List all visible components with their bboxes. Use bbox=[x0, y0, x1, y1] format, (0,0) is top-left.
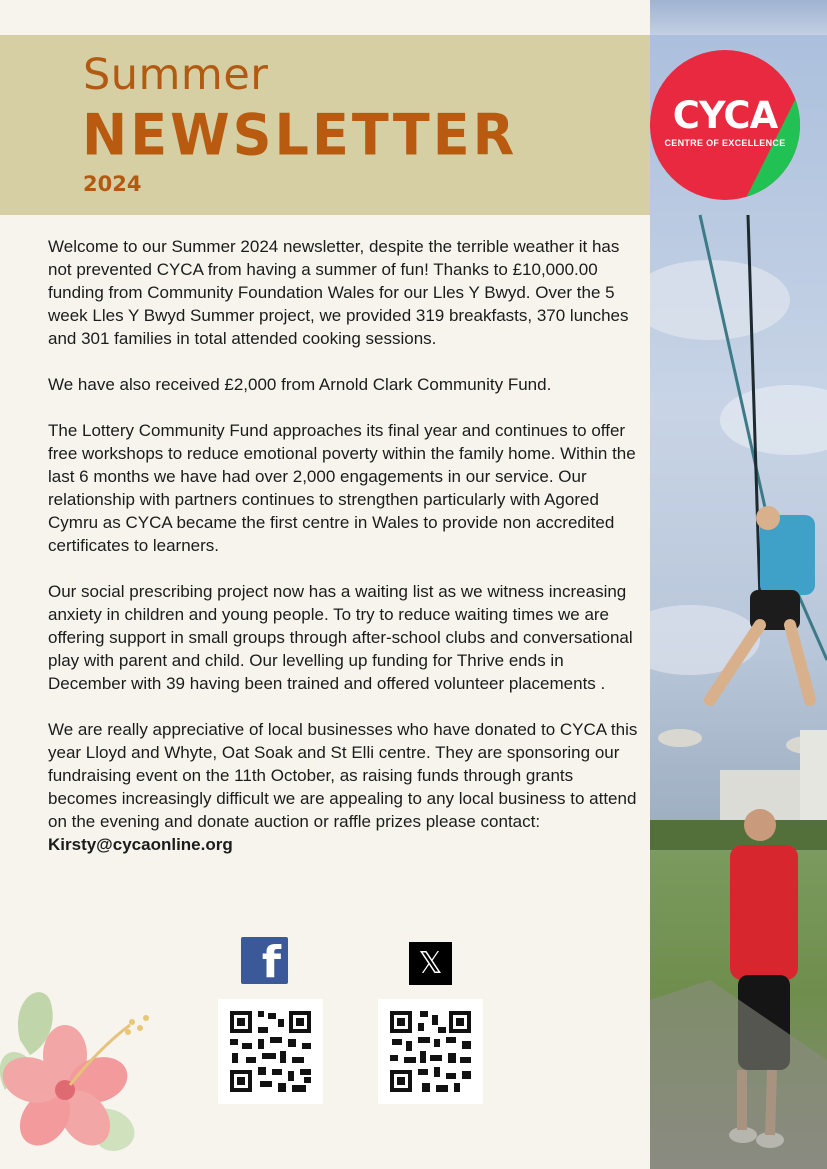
paragraph-arnold-clark: We have also received £2,000 from Arnold Clark Community Fund. bbox=[48, 375, 552, 394]
facebook-icon[interactable] bbox=[241, 937, 288, 988]
logo-subtitle: CENTRE OF EXCELLENCE bbox=[664, 138, 786, 148]
title-newsletter: NEWSLETTER bbox=[82, 101, 518, 169]
paragraph-businesses-text: We are really appreciative of local businesses who have donated to CYCA this year Lloyd and Whyte, Oat Soak and St Elli centre. They are sponsoring our fundraising event on the 11th October, as raising funds through grants becomes increasingly difficult we are appealing to any local business to attend on the evening and donate auction or raffle prizes please contact: bbox=[48, 720, 638, 831]
facebook-glyph: f bbox=[261, 937, 281, 988]
cyca-logo bbox=[650, 50, 800, 200]
hibiscus-decoration bbox=[0, 980, 160, 1169]
qr-code-pattern bbox=[218, 999, 323, 1104]
x-glyph: 𝕏 bbox=[418, 946, 443, 981]
x-icon[interactable] bbox=[409, 942, 452, 985]
paragraph-businesses bbox=[48, 718, 640, 856]
paragraph-lottery: The Lottery Community Fund approaches its final year and continues to offer free workshops to reduce emotional poverty within the family home. Within the last 6 months we have had over 2,000 engagements in our service. Our relationship with partners continues to strengthen particularly with Agored Cymru as CYCA became the first centre in Wales to provide non accredited certificates to learners. bbox=[48, 421, 636, 555]
title-year: 2024 bbox=[83, 172, 142, 196]
qr-code-pattern bbox=[378, 999, 483, 1104]
contact-email[interactable]: Kirsty@cycaonline.org bbox=[48, 835, 233, 854]
x-qr-code[interactable] bbox=[378, 999, 483, 1104]
title-summer: Summer bbox=[83, 50, 269, 100]
facebook-qr-code[interactable] bbox=[218, 999, 323, 1104]
logo-name: CYCA bbox=[672, 94, 778, 137]
newsletter-body bbox=[48, 235, 640, 879]
paragraph-social-prescribing: Our social prescribing project now has a waiting list as we witness increasing anxiety in children and young people. To try to reduce waiting times we are offering support in small groups through after-school clubs and conversational play with parent and child. Our levelling up funding for Thrive ends in December with 39 having been trained and offered volunteer placements . bbox=[48, 582, 633, 693]
paragraph-welcome: Welcome to our Summer 2024 newsletter, despite the terrible weather it has not prevented CYCA from having a summer of fun! Thanks to £10,000.00 funding from Community Foundation Wales for our Lles Y Bwyd. Over the 5 week Lles Y Bwyd Summer project, we provided 319 breakfasts, 370 lunches and 301 families in total attended cooking sessions. bbox=[48, 237, 629, 348]
